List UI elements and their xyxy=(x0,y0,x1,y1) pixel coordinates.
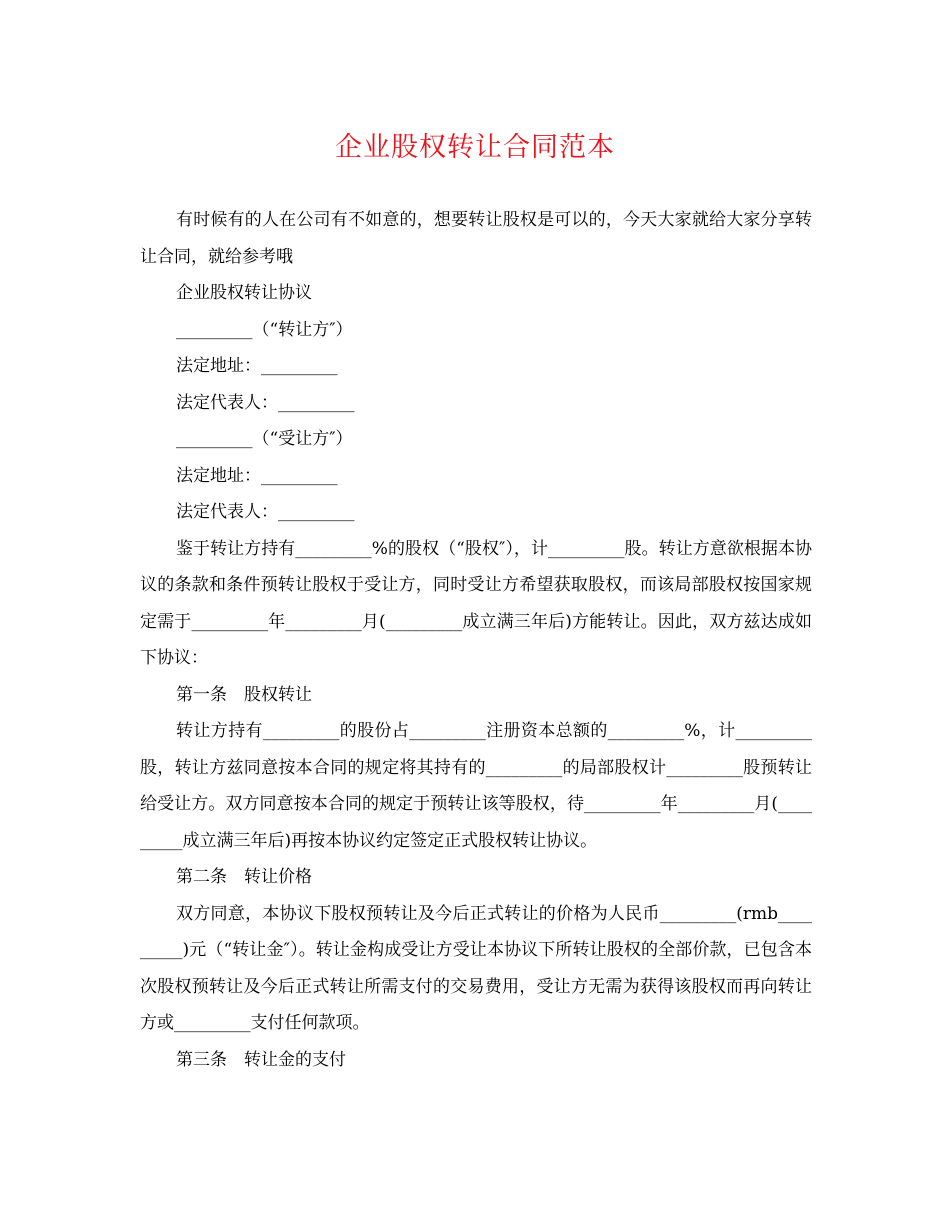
intro-paragraph: 有时候有的人在公司有不如意的，想要转让股权是可以的，今天大家就给大家分享转让合同，就给参考哦 xyxy=(140,210,812,267)
document-title: 企业股权转让合同范本 xyxy=(335,132,615,163)
transferee-representative: 法定代表人：_________ xyxy=(176,502,355,522)
transferee-line: _________（“受让方″） xyxy=(176,429,353,449)
article-2-heading: 第二条 转让价格 xyxy=(176,867,312,887)
article-2-paragraph: 双方同意，本协议下股权预转让及今后正式转让的价格为人民币_________(rmb_________)元（“转让金″）。转让金构成受让方受让本协议下所转让股权的全部价款，已包含本次股权预转让及今后正式转让所需支付的交易费用，受让方无需为获得该股权而再向转让方或_________支付任何款项。 xyxy=(140,903,812,1033)
transferor-address: 法定地址：_________ xyxy=(176,356,338,376)
agreement-heading: 企业股权转让协议 xyxy=(176,283,312,303)
transferee-address: 法定地址：_________ xyxy=(176,465,338,486)
article-3-heading: 第三条 转让金的支付 xyxy=(176,1049,346,1070)
article-1-heading: 第一条 股权转让 xyxy=(176,684,312,705)
article-1-paragraph: 转让方持有_________的股份占_________注册资本总额的_________%，计_________股，转让方兹同意按本合同的规定将其持有的_________的局部股权计_________股预转让给受让方。双方同意按本合同的规定于预转让该等股权，待_________年_________月(_________成立满三年后)再按本协议约定签定正式股权转让协议。 xyxy=(140,721,812,851)
transferor-representative: 法定代表人：_________ xyxy=(176,392,355,413)
document-body xyxy=(140,202,812,1078)
recital-paragraph: 鉴于转让方持有_________%的股权（“股权″），计_________股。转让方意欲根据本协议的条款和条件预转让股权于受让方，同时受让方希望获取股权，而该局部股权按国家规定需于_________年_________月(_________成立满三年后)方能转让。因此，双方兹达成如下协议： xyxy=(140,538,812,668)
transferor-line: _________（“转让方″） xyxy=(176,319,353,340)
